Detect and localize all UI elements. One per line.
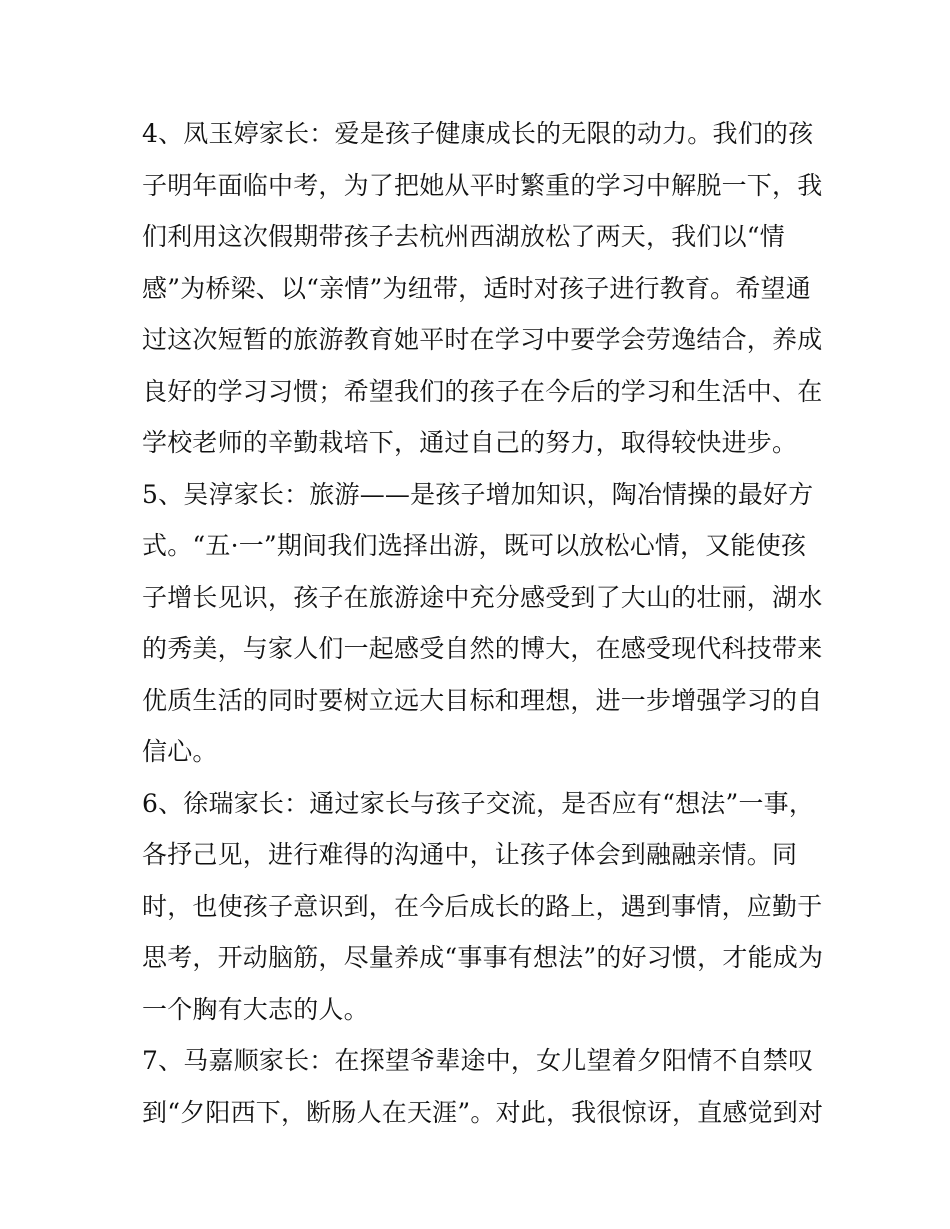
text-line: 过这次短暂的旅游教育她平时在学习中要学会劳逸结合，养成 xyxy=(142,325,823,354)
text-line: 4、凤玉婷家长：爱是孩子健康成长的无限的动力。我们的孩 xyxy=(142,119,814,148)
text-line: 到“夕阳西下，断肠人在天涯”。对此，我很惊讶，直感觉到对 xyxy=(142,1097,824,1127)
text-line: 6、徐瑞家长：通过家长与孩子交流，是否应有“想法”一事， xyxy=(142,788,815,818)
text-line: 优质生活的同时要树立远大目标和理想，进一步增强学习的自 xyxy=(142,685,823,715)
text-line: 各抒己见，进行难得的沟通中，让孩子体会到融融亲情。同 xyxy=(142,840,798,869)
text-line: 时，也使孩子意识到，在今后成长的路上，遇到事情，应勤于 xyxy=(142,891,823,921)
text-line: 学校老师的辛勤栽培下，通过自己的努力，取得较快进步。 xyxy=(142,428,798,457)
text-line: 信心。 xyxy=(142,737,218,766)
text-line: 的秀美，与家人们一起感受自然的博大，在感受现代科技带来 xyxy=(142,634,823,663)
text-line: 良好的学习习惯；希望我们的孩子在今后的学习和生活中、在 xyxy=(142,376,823,406)
body-text xyxy=(142,108,822,1138)
text-line: 子增长见识，孩子在旅游途中充分感受到了大山的壮丽，湖水 xyxy=(142,582,823,612)
text-line: 们利用这次假期带孩子去杭州西湖放松了两天，我们以“情 xyxy=(142,222,785,251)
text-line: 式。“五·一”期间我们选择出游，既可以放松心情，又能使孩 xyxy=(142,531,807,560)
text-line: 5、吴淳家长：旅游——是孩子增加知识，陶冶情操的最好方 xyxy=(142,479,814,509)
text-line: 一个胸有大志的人。 xyxy=(142,994,369,1024)
text-line: 子明年面临中考，为了把她从平时繁重的学习中解脱一下，我 xyxy=(142,170,823,200)
text-line: 7、马嘉顺家长：在探望爷辈途中，女儿望着夕阳情不自禁叹 xyxy=(142,1046,814,1075)
text-line: 思考，开动脑筋，尽量养成“事事有想法”的好习惯，才能成为 xyxy=(142,943,824,972)
text-line: 感”为桥梁、以“亲情”为纽带，适时对孩子进行教育。希望通 xyxy=(142,273,811,303)
